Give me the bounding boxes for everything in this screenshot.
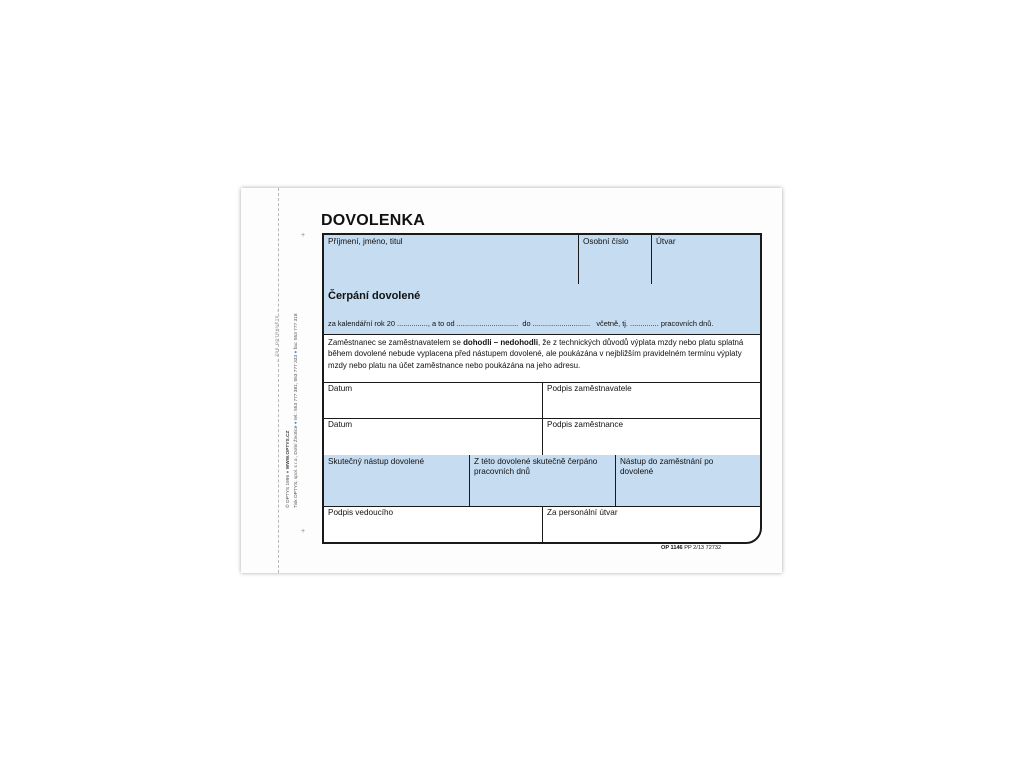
employee-signature-field[interactable]: [543, 418, 760, 455]
agreement-part2: , že z technických důvodů výplata mzdy nebo platu splatná během dovolené nebude vyplacena před nástupem dovolené, ale poukázána v nejbližším pravidelném termínu výplaty mzdy nebo platu na účet zaměstnance nebo poukázána na jeho adresu.: [328, 338, 744, 370]
agreement-bold: dohodli – nedohodli: [463, 338, 539, 347]
to-field[interactable]: ............................: [532, 319, 591, 328]
year-prefix: za kalendářní rok 20: [328, 319, 395, 328]
name-field[interactable]: [324, 235, 579, 284]
registration-mark-icon: +: [301, 232, 306, 239]
bullet-icon: ●: [286, 470, 291, 474]
from-field[interactable]: ..............................: [456, 319, 519, 328]
actual-start-label: Skutečný nástup dovolené: [328, 457, 425, 466]
website-text: WWW.OPTYS.CZ: [286, 430, 291, 470]
copyright-text: © OPTYS 1996: [286, 474, 291, 508]
hr-department-label: Za personální útvar: [547, 508, 618, 517]
form-grid: [322, 233, 762, 544]
form-code-rest: PP 2/13 72732: [684, 545, 722, 551]
form-code-number: OP 1146: [661, 545, 683, 551]
employer-signature-field[interactable]: [543, 382, 760, 418]
printer-info-line2: [285, 258, 293, 508]
personal-number-label: Osobní číslo: [583, 237, 629, 246]
printer-info-line1: [293, 258, 301, 508]
agreement-part1: Zaměstnanec se zaměstnavatelem se: [328, 338, 464, 347]
tear-here-text: ZDE ODTRHNĚTE: [274, 314, 279, 357]
signature-row-1: [324, 382, 760, 419]
printer-info-a: Tisk OPTYS, spol. s r.o., Dolní Životice: [294, 425, 299, 508]
date-field-1[interactable]: [324, 382, 543, 418]
department-label: Útvar: [656, 237, 676, 246]
to-label: do: [522, 319, 531, 328]
department-field[interactable]: [652, 235, 760, 284]
actual-leave-row: [324, 455, 760, 507]
form-sheet: [241, 188, 782, 573]
registration-mark-icon: +: [301, 528, 306, 535]
agreement-text: [328, 337, 756, 371]
leave-section: [324, 284, 760, 335]
return-label: Nástup do zaměstnání po dovolené: [620, 457, 714, 476]
name-label: Příjmení, jméno, titul: [328, 237, 403, 246]
hr-department-field[interactable]: [543, 506, 760, 542]
year-field[interactable]: ...............: [397, 319, 428, 328]
from-label: , a to od: [427, 319, 455, 328]
bullet-icon: ●: [294, 350, 299, 354]
bullet-icon: ●: [294, 421, 299, 425]
date-label-1: Datum: [328, 384, 353, 393]
final-row: [324, 506, 760, 542]
signature-row-2: [324, 418, 760, 456]
identity-row: [324, 235, 760, 285]
personal-number-field[interactable]: [579, 235, 652, 284]
actual-start-field[interactable]: [324, 455, 470, 506]
form-title: DOVOLENKA: [321, 212, 426, 229]
leave-period-line: [328, 319, 713, 328]
arrow-left-icon: ←: [274, 358, 279, 363]
agreement-row: [324, 334, 760, 383]
days-suffix: pracovních dnů.: [660, 319, 714, 328]
tear-here-label: [274, 243, 282, 363]
manager-signature-field[interactable]: [324, 506, 543, 542]
form-code: [661, 545, 721, 551]
return-field[interactable]: [616, 455, 760, 506]
printer-info-b: tel.: 553 777 381, 553 777 333: [294, 354, 299, 420]
arrow-right-icon: →: [274, 308, 279, 314]
date-field-2[interactable]: [324, 418, 543, 455]
section-title: Čerpání dovolené: [328, 290, 421, 302]
days-field[interactable]: ..............: [630, 319, 659, 328]
days-used-field[interactable]: [470, 455, 616, 506]
including-label: včetně, tj.: [596, 319, 628, 328]
printer-info-c: fax: 553 777 318: [294, 313, 299, 350]
employee-signature-label: Podpis zaměstnance: [547, 420, 624, 429]
employer-signature-label: Podpis zaměstnavatele: [547, 384, 632, 393]
days-used-label: Z této dovolené skutečně čerpáno pracovních dnů: [474, 457, 598, 476]
date-label-2: Datum: [328, 420, 353, 429]
manager-signature-label: Podpis vedoucího: [328, 508, 394, 517]
